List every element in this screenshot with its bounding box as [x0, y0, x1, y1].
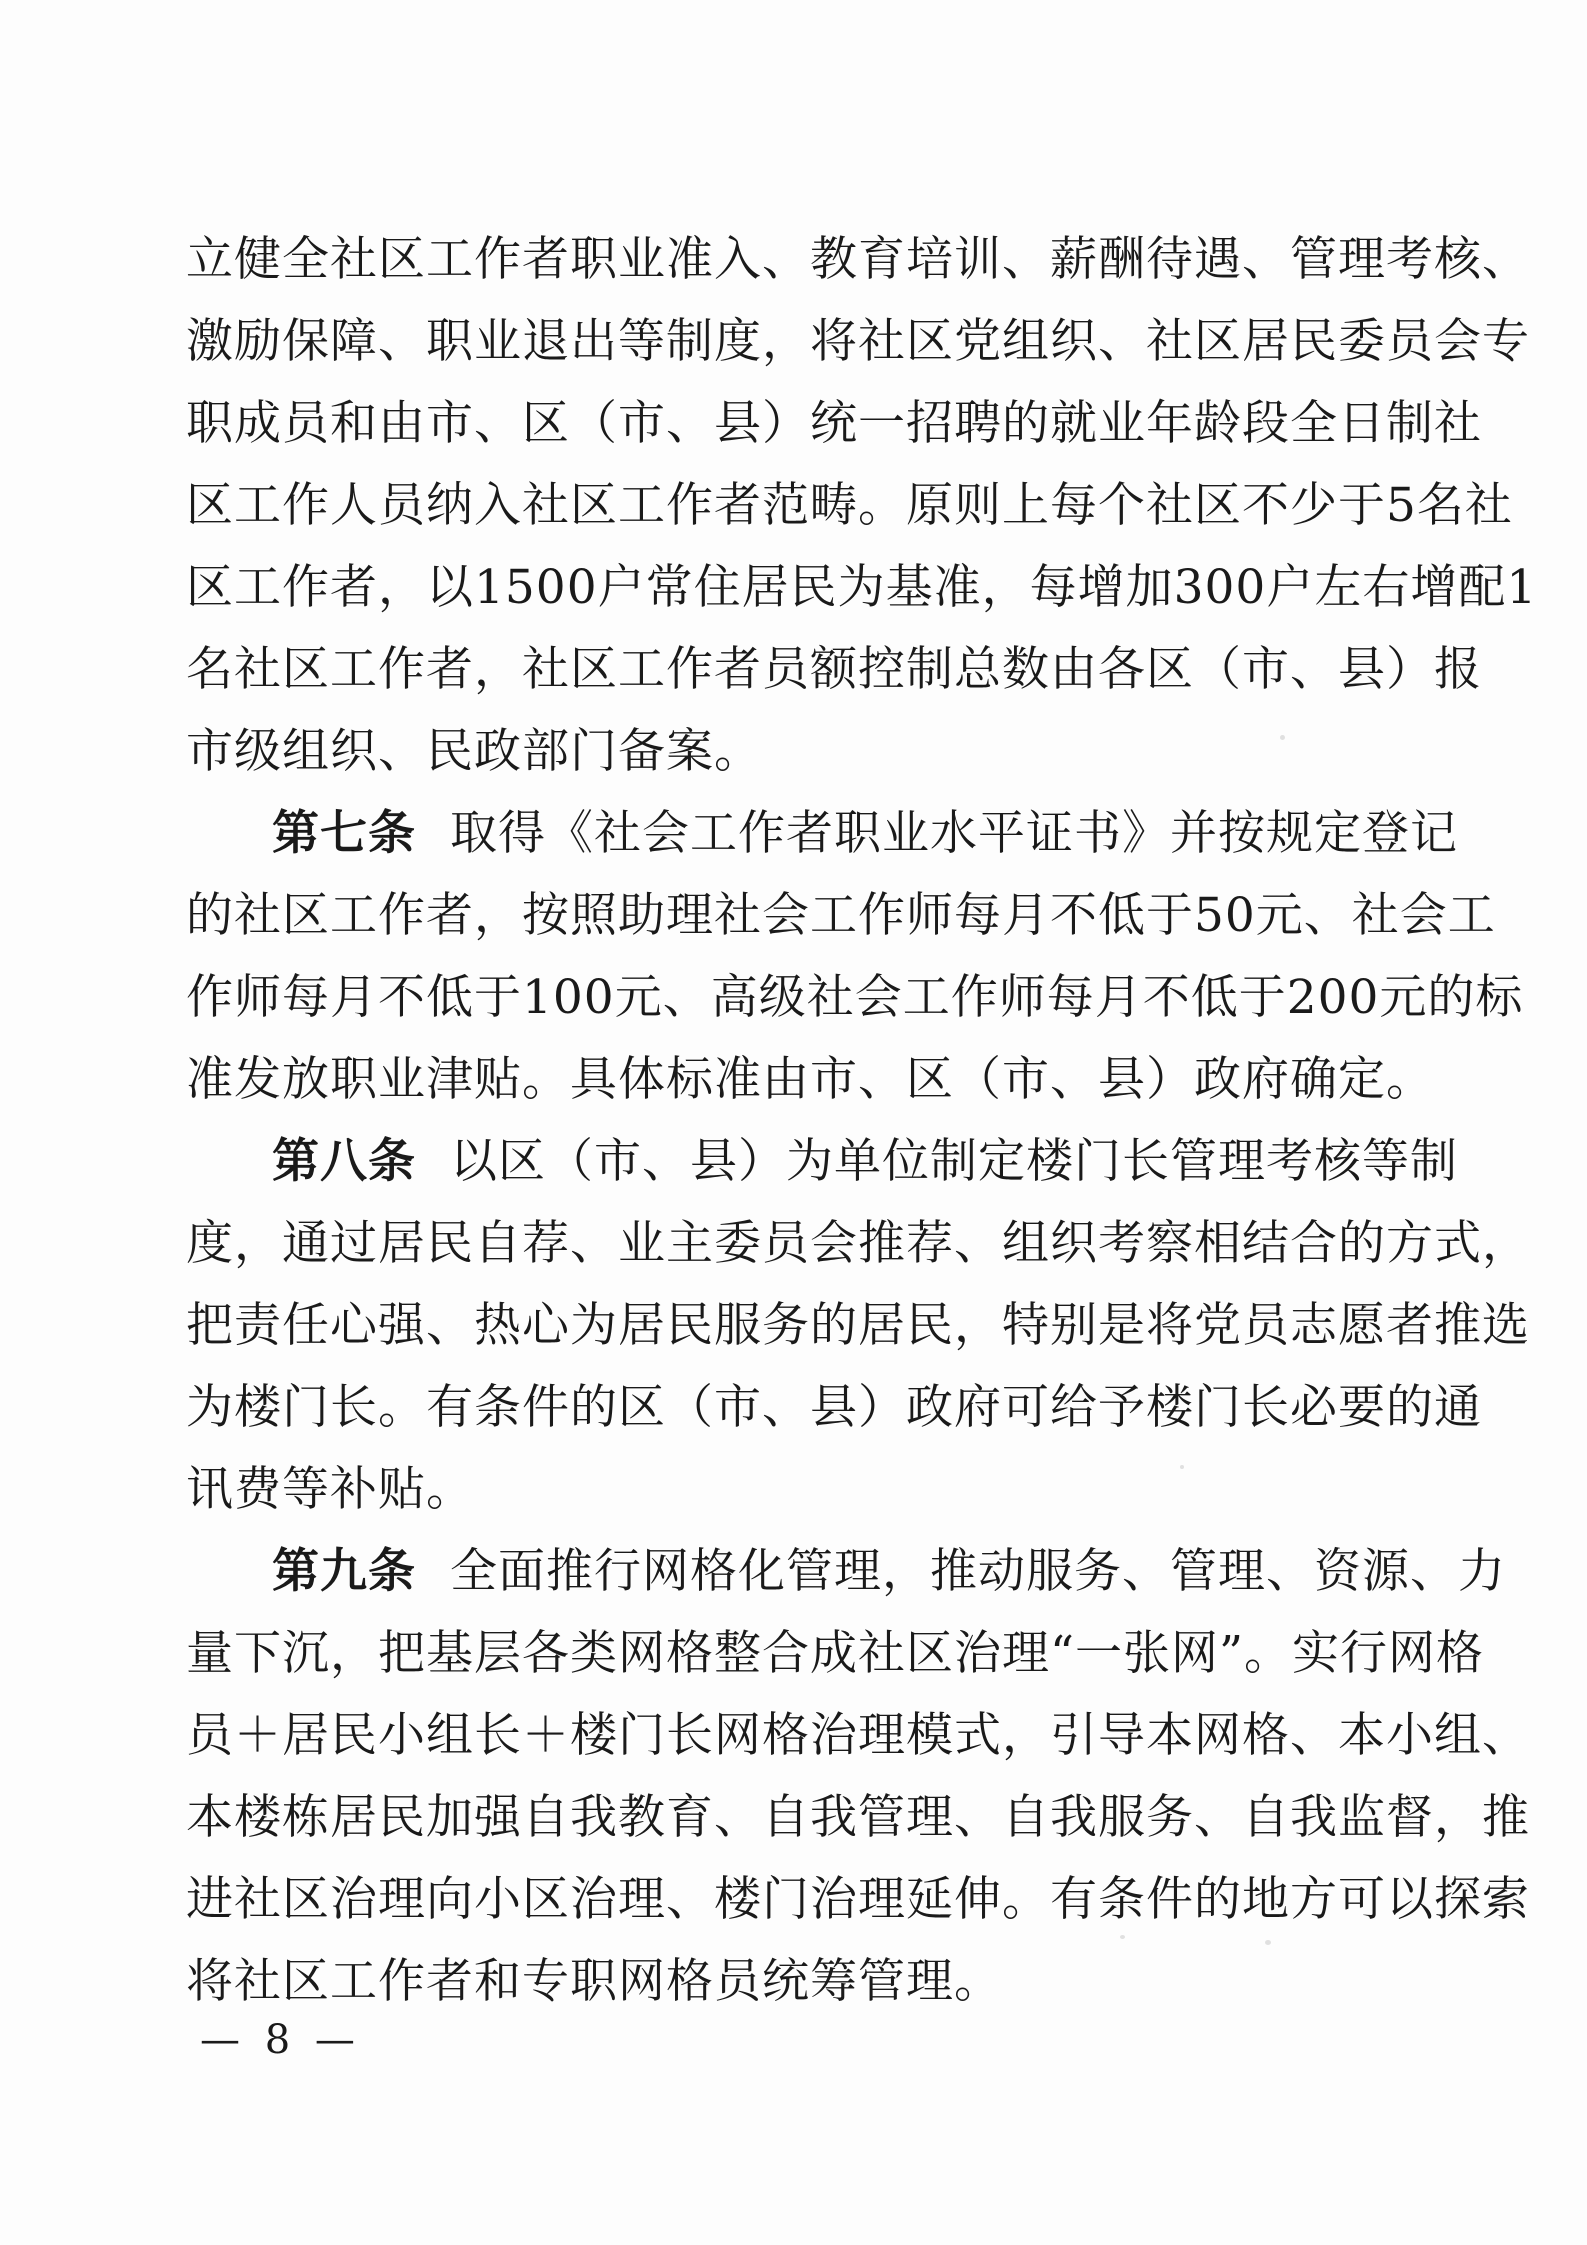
- body-line: 将社区工作者和专职网格员统筹管理。: [186, 1954, 1002, 2009]
- article-8-first-line: [272, 1122, 1458, 1202]
- body-line: 立健全社区工作者职业准入、教育培训、薪酬待遇、管理考核、: [186, 232, 1530, 287]
- body-line: 进社区治理向小区治理、楼门治理延伸。有条件的地方可以探索: [186, 1872, 1530, 1927]
- article-7-first-text: 取得《社会工作者职业水平证书》并按规定登记: [450, 806, 1458, 861]
- article-9-first-text: 全面推行网格化管理，推动服务、管理、资源、力: [450, 1544, 1506, 1599]
- body-line: 本楼栋居民加强自我教育、自我管理、自我服务、自我监督，推: [186, 1790, 1530, 1845]
- body-line: 员＋居民小组长＋楼门长网格治理模式，引导本网格、本小组、: [186, 1708, 1530, 1763]
- body-line: 度，通过居民自荐、业主委员会推荐、组织考察相结合的方式，: [186, 1216, 1530, 1271]
- page-number: — 8 —: [200, 2017, 361, 2063]
- body-line: 量下沉，把基层各类网格整合成社区治理“一张网”。实行网格: [186, 1626, 1485, 1681]
- body-line: 区工作人员纳入社区工作者范畴。原则上每个社区不少于5名社: [186, 478, 1513, 533]
- article-8-heading: 第八条: [272, 1134, 416, 1189]
- article-9-first-line: [272, 1532, 1506, 1612]
- body-line: 把责任心强、热心为居民服务的居民，特别是将党员志愿者推选: [186, 1298, 1530, 1353]
- body-line: 市级组织、民政部门备案。: [186, 724, 762, 779]
- body-line: 讯费等补贴。: [186, 1462, 474, 1517]
- body-line: 作师每月不低于100元、高级社会工作师每月不低于200元的标: [186, 970, 1524, 1025]
- body-line: 准发放职业津贴。具体标准由市、区（市、县）政府确定。: [186, 1052, 1434, 1107]
- body-line: 激励保障、职业退出等制度，将社区党组织、社区居民委员会专: [186, 314, 1530, 369]
- body-line: 区工作者，以1500户常住居民为基准，每增加300户左右增配1: [186, 560, 1538, 615]
- body-line: 职成员和由市、区（市、县）统一招聘的就业年龄段全日制社: [186, 396, 1482, 451]
- article-9-heading: 第九条: [272, 1544, 416, 1599]
- body-line: 名社区工作者，社区工作者员额控制总数由各区（市、县）报: [186, 642, 1482, 697]
- article-7-first-line: [272, 794, 1458, 874]
- article-8-first-text: 以区（市、县）为单位制定楼门长管理考核等制: [450, 1134, 1458, 1189]
- body-line: 为楼门长。有条件的区（市、县）政府可给予楼门长必要的通: [186, 1380, 1482, 1435]
- body-line: 的社区工作者，按照助理社会工作师每月不低于50元、社会工: [186, 888, 1496, 943]
- article-7-heading: 第七条: [272, 806, 416, 861]
